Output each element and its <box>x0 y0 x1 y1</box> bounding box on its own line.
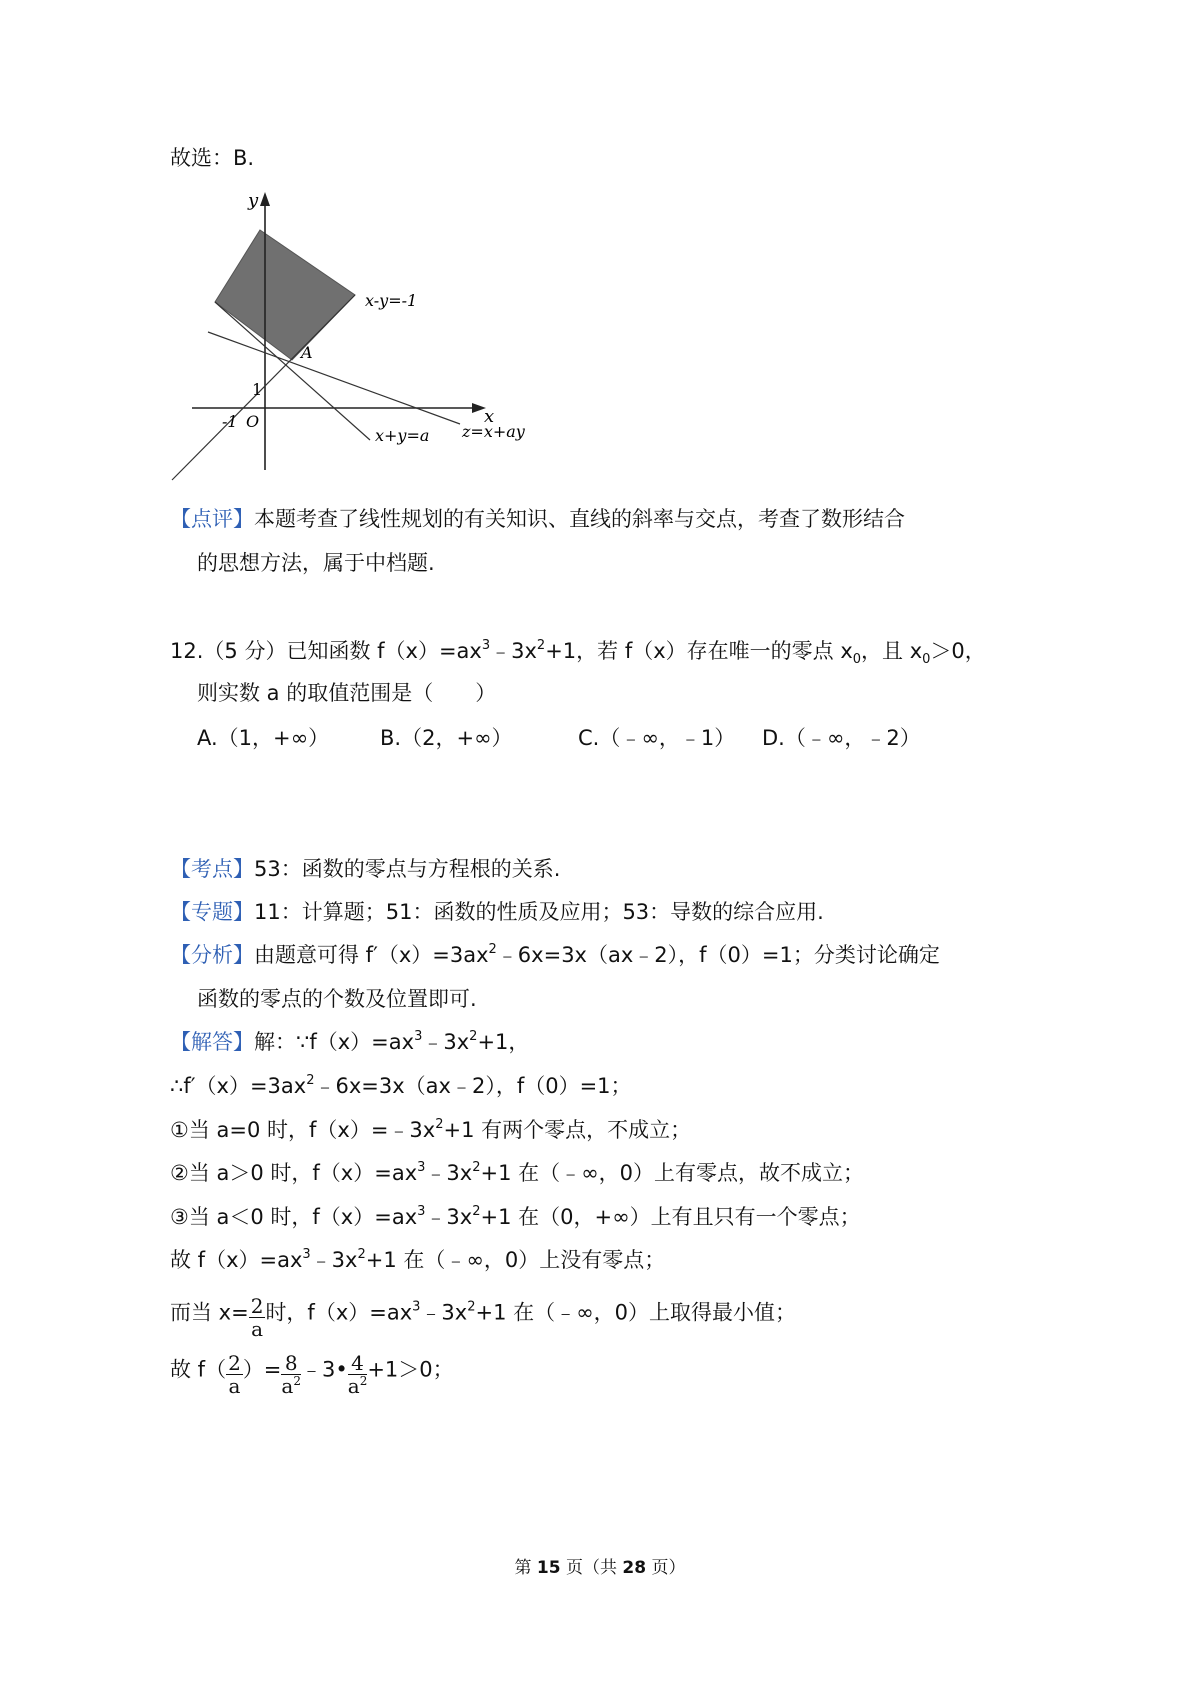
line2-label: x+y=a <box>375 426 430 445</box>
fenxi-tag: 【分析】 <box>170 943 254 967</box>
jieda-line-7: 而当 x= $\frac{2}{a}$ 时，$f(x)=ax^3﹣3x^2+1$ 在（﹣∞，0）上取得最小值； <box>170 1294 797 1341</box>
origin-label: O <box>246 412 260 431</box>
question-line-1: 12.（5 分）已知函数 $f(x)=ax^3﹣3x^2+1$，若 f（x）存在唯一的零点 $x_0$，且 $x_0>0$， <box>170 638 986 667</box>
jieda-line-3: ①当 a=0 时，$f(x)=﹣3x^2+1$ 有两个零点，不成立； <box>170 1117 692 1142</box>
option-b: B.（2，+∞） <box>380 726 513 750</box>
jieda-line-1: 【解答】解：$\because f(x)=ax^3﹣3x^2+1$， <box>170 1029 530 1054</box>
fenxi-line-1: 【分析】由题意可得 $f'(x)=3ax^2﹣6x=3x(ax﹣2)$，f（0）=1；分类讨论确定 <box>170 942 940 967</box>
fraction-2-over-a-arg: $\frac{2}{a}$ <box>228 1351 241 1398</box>
zhuanti-tag: 【专题】 <box>170 900 254 924</box>
option-a: A.（1，+∞） <box>197 726 330 750</box>
line-z <box>208 332 460 424</box>
line1-label: x-y=-1 <box>365 291 418 310</box>
page-total: 28 <box>622 1558 647 1578</box>
jieda-line-6: 故 $f(x)=ax^3﹣3x^2+1$ 在（﹣∞，0）上没有零点； <box>170 1247 666 1272</box>
comment-line-1: 【点评】本题考查了线性规划的有关知识、直线的斜率与交点，考查了数形结合 <box>170 507 905 531</box>
feasible-region <box>215 230 355 360</box>
x-axis-label: x <box>484 406 495 427</box>
y-axis-label: y <box>248 190 259 211</box>
answer-line: 故选：B. <box>170 146 255 170</box>
jieda-line-4: ②当 a＞0 时，$f(x)=ax^3﹣3x^2+1$ 在（﹣∞，0）上有零点，故不成立； <box>170 1160 864 1185</box>
kaodian-tag: 【考点】 <box>170 857 254 881</box>
tick-one-label: 1 <box>252 380 263 399</box>
question-line-2: 则实数 a 的取值范围是（ ） <box>197 681 497 705</box>
comment-tag: 【点评】 <box>170 507 254 531</box>
kaodian-line: 【考点】53：函数的零点与方程根的关系. <box>170 857 561 881</box>
page-number: 15 <box>536 1558 561 1578</box>
option-d: D.（﹣∞，﹣2） <box>762 726 921 750</box>
jieda-line-2: $\therefore f'(x)=3ax^2﹣6x=3x(ax﹣2)$，f（0）=1； <box>170 1073 632 1098</box>
jieda-tag: 【解答】 <box>170 1030 254 1054</box>
zhuanti-line: 【专题】11：计算题；51：函数的性质及应用；53：导数的综合应用. <box>170 900 824 924</box>
fenxi-line-2: 函数的零点的个数及位置即可. <box>197 987 477 1011</box>
option-c: C.（﹣∞，﹣1） <box>578 726 736 750</box>
fraction-2-over-a: $\frac{2}{a}$ <box>250 1294 264 1341</box>
fraction-4-over-a2: $\frac{4}{a^2}$ <box>347 1351 368 1398</box>
jieda-line-5: ③当 a＜0 时，$f(x)=ax^3﹣3x^2+1$ 在（0，+∞）上有且只有一个零点； <box>170 1204 861 1229</box>
tick-neg-one-label: -1 <box>222 412 238 431</box>
page-footer: 第 15 页（共 28 页） <box>514 1558 686 1578</box>
y-axis-arrow <box>260 192 270 206</box>
line3-label: z=x+ay <box>462 422 525 441</box>
jieda-line-8: 故 f（ $\frac{2}{a}$ ）= $\frac{8}{a^2}$ ﹣3• $\frac{4}{a^2}$ +1＞0； <box>170 1351 454 1398</box>
linear-programming-graph <box>170 190 550 490</box>
fraction-8-over-a2: $\frac{8}{a^2}$ <box>281 1351 301 1398</box>
comment-line-2: 的思想方法，属于中档题. <box>197 551 435 575</box>
point-a-label: A <box>301 343 313 362</box>
